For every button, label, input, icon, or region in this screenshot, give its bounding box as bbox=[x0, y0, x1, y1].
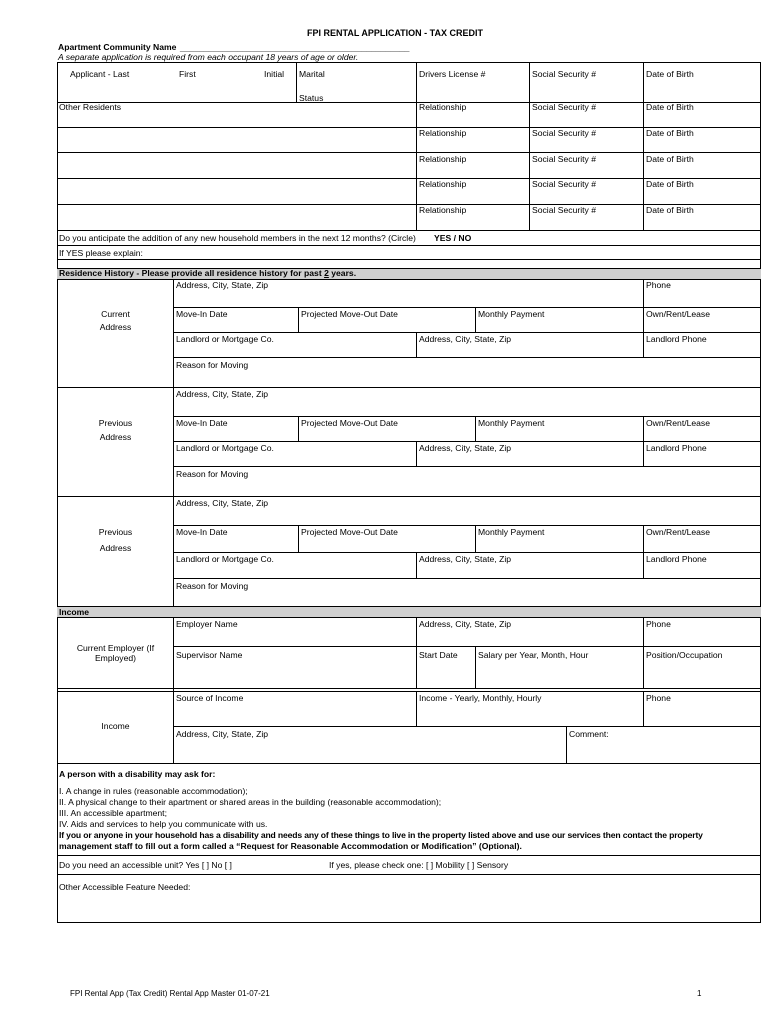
previous-heading-2: Address bbox=[99, 432, 132, 442]
income-header-bar bbox=[57, 606, 761, 617]
monthly-payment-label: Monthly Payment bbox=[478, 418, 545, 428]
relationship-label: Relationship bbox=[419, 102, 467, 112]
reason-moving-label: Reason for Moving bbox=[176, 360, 249, 370]
start-date-label: Start Date bbox=[419, 650, 458, 660]
applicant-initial-label: Initial bbox=[264, 69, 285, 79]
drivers-license-label: Drivers License # bbox=[419, 69, 486, 79]
marital-label: Marital bbox=[299, 69, 325, 79]
resident-ssn-label: Social Security # bbox=[532, 179, 597, 189]
own-rent-lease-label: Own/Rent/Lease bbox=[646, 527, 711, 537]
resident-ssn-label: Social Security # bbox=[532, 102, 597, 112]
landlord-label: Landlord or Mortgage Co. bbox=[176, 443, 274, 453]
landlord-label: Landlord or Mortgage Co. bbox=[176, 334, 274, 344]
employer-address-label: Address, City, State, Zip bbox=[419, 619, 512, 629]
resident-ssn-label: Social Security # bbox=[532, 205, 597, 215]
position-label: Position/Occupation bbox=[646, 650, 723, 660]
landlord-label: Landlord or Mortgage Co. bbox=[176, 554, 274, 564]
accessible-unit-question[interactable]: Do you need an accessible unit? Yes [ ] No [ ] bbox=[59, 860, 232, 870]
current-heading: Current bbox=[101, 309, 130, 319]
previous-heading: Previous bbox=[98, 418, 133, 428]
other-residents-label: Other Residents bbox=[59, 102, 122, 112]
income-header: Income bbox=[59, 607, 90, 617]
previous-address-label: Address, City, State, Zip bbox=[176, 498, 269, 508]
move-in-label: Move-In Date bbox=[176, 527, 228, 537]
current-address-label: Address, City, State, Zip bbox=[176, 280, 269, 290]
employer-phone-label: Phone bbox=[646, 619, 671, 629]
reason-moving-label: Reason for Moving bbox=[176, 469, 249, 479]
previous-address-label: Address, City, State, Zip bbox=[176, 389, 269, 399]
resident-dob-label: Date of Birth bbox=[646, 102, 694, 112]
yes-no-option[interactable]: YES / NO bbox=[434, 233, 472, 243]
page-title: FPI RENTAL APPLICATION - TAX CREDIT bbox=[307, 28, 483, 38]
disability-item-2: II. A physical change to their apartment or shared areas in the building (reasonable accommodation); bbox=[59, 797, 442, 807]
previous-heading-2: Address bbox=[99, 543, 132, 553]
income-address-label: Address, City, State, Zip bbox=[176, 729, 269, 739]
projected-move-out-label: Projected Move-Out Date bbox=[301, 418, 398, 428]
landlord-address-label: Address, City, State, Zip bbox=[419, 334, 512, 344]
employer-name-label: Employer Name bbox=[176, 619, 238, 629]
monthly-payment-label: Monthly Payment bbox=[478, 309, 545, 319]
landlord-phone-label: Landlord Phone bbox=[646, 443, 707, 453]
current-employer-heading-2: Employed) bbox=[94, 653, 137, 663]
income-heading: Income bbox=[101, 721, 130, 731]
other-feature-label: Other Accessible Feature Needed: bbox=[59, 882, 191, 892]
community-label: Apartment Community Name bbox=[58, 42, 177, 52]
resident-dob-label: Date of Birth bbox=[646, 154, 694, 164]
income-yearly-label: Income - Yearly, Monthly, Hourly bbox=[419, 693, 542, 703]
footer-doc-id: FPI Rental App (Tax Credit) Rental App Master 01-07-21 bbox=[70, 989, 270, 998]
relationship-label: Relationship bbox=[419, 128, 467, 138]
previous-heading: Previous bbox=[98, 527, 133, 537]
move-in-label: Move-In Date bbox=[176, 309, 228, 319]
resident-dob-label: Date of Birth bbox=[646, 205, 694, 215]
dob-label: Date of Birth bbox=[646, 69, 694, 79]
page-number: 1 bbox=[697, 989, 702, 998]
explain-label: If YES please explain: bbox=[59, 248, 143, 258]
applicant-last-label: Applicant - Last bbox=[70, 69, 130, 79]
own-rent-lease-label: Own/Rent/Lease bbox=[646, 309, 711, 319]
disability-notice-line-2: management staff to fill out a form called a “Request for Reasonable Accommodation or Modification” (Optional). bbox=[59, 841, 522, 851]
residence-header: Residence History - Please provide all residence history for past 2 years. bbox=[59, 268, 357, 278]
disability-notice-line-1: If you or anyone in your household has a disability and needs any of these things to live in the property listed above and use our services then contact the property bbox=[59, 830, 703, 840]
projected-move-out-label: Projected Move-Out Date bbox=[301, 309, 398, 319]
current-phone-label: Phone bbox=[646, 280, 671, 290]
monthly-payment-label: Monthly Payment bbox=[478, 527, 545, 537]
anticipate-question: Do you anticipate the addition of any new household members in the next 12 months? (Circle) bbox=[59, 233, 416, 243]
own-rent-lease-label: Own/Rent/Lease bbox=[646, 418, 711, 428]
community-name-field[interactable]: ________________________________________________ bbox=[180, 42, 410, 52]
salary-label: Salary per Year, Month, Hour bbox=[478, 650, 589, 660]
disability-item-4: IV. Aids and services to help you communicate with us. bbox=[59, 819, 268, 829]
disability-heading: A person with a disability may ask for: bbox=[59, 769, 216, 779]
reason-moving-label: Reason for Moving bbox=[176, 581, 249, 591]
accessible-type-question[interactable]: If yes, please check one: [ ] Mobility [ ] Sensory bbox=[329, 860, 509, 870]
resident-dob-label: Date of Birth bbox=[646, 128, 694, 138]
supervisor-label: Supervisor Name bbox=[176, 650, 243, 660]
resident-dob-label: Date of Birth bbox=[646, 179, 694, 189]
ssn-label: Social Security # bbox=[532, 69, 597, 79]
relationship-label: Relationship bbox=[419, 205, 467, 215]
landlord-phone-label: Landlord Phone bbox=[646, 334, 707, 344]
disability-item-1: I. A change in rules (reasonable accommodation); bbox=[59, 786, 248, 796]
disability-item-3: III. An accessible apartment; bbox=[59, 808, 167, 818]
separate-application-note: A separate application is required from each occupant 18 years of age or older. bbox=[58, 52, 359, 62]
marital-status-label: Status bbox=[299, 93, 324, 103]
relationship-label: Relationship bbox=[419, 154, 467, 164]
applicant-first-label: First bbox=[179, 69, 196, 79]
resident-ssn-label: Social Security # bbox=[532, 128, 597, 138]
landlord-phone-label: Landlord Phone bbox=[646, 554, 707, 564]
income-phone-label: Phone bbox=[646, 693, 671, 703]
source-income-label: Source of Income bbox=[176, 693, 244, 703]
projected-move-out-label: Projected Move-Out Date bbox=[301, 527, 398, 537]
resident-ssn-label: Social Security # bbox=[532, 154, 597, 164]
current-heading-2: Address bbox=[99, 322, 132, 332]
move-in-label: Move-In Date bbox=[176, 418, 228, 428]
current-employer-heading: Current Employer (If bbox=[76, 643, 155, 653]
landlord-address-label: Address, City, State, Zip bbox=[419, 443, 512, 453]
comment-label: Comment: bbox=[569, 729, 609, 739]
landlord-address-label: Address, City, State, Zip bbox=[419, 554, 512, 564]
relationship-label: Relationship bbox=[419, 179, 467, 189]
